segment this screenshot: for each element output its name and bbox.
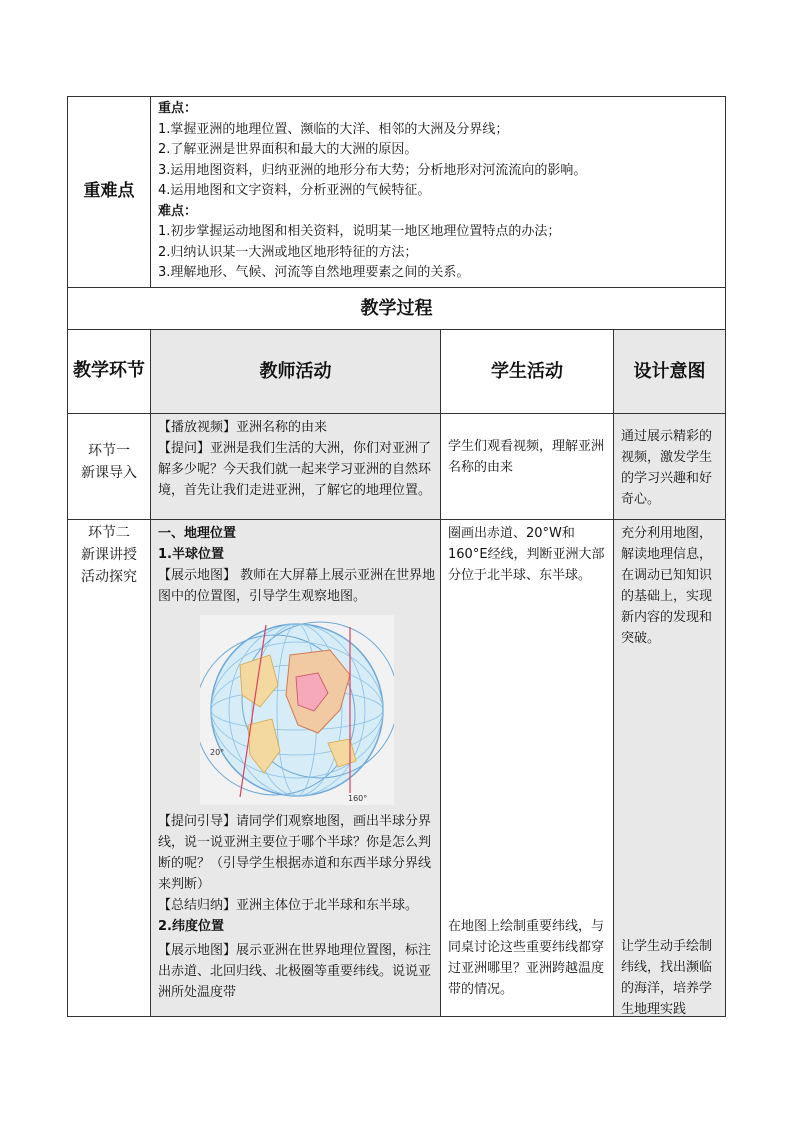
row1-intent: 通过展示精彩的视频，激发学生的学习兴趣和好奇心。 [614, 413, 726, 519]
row1-phase [68, 413, 151, 519]
row2-teacher [151, 519, 441, 1016]
student-activity: 在地图上绘制重要纬线，与同桌讨论这些重要纬线都穿过亚洲哪里？亚洲跨越温度带的情况。 [448, 918, 605, 997]
zhongdian-item: 2.了解亚洲是世界面积和最大的大洲的原因。 [158, 142, 418, 157]
nandian-item: 3.理解地形、气候、河流等自然地理要素之间的关系。 [158, 265, 470, 280]
teacher-paragraph: 【展示地图】 教师在大屏幕上展示亚洲在世界地图中的位置图，引导学生观察地图。 [158, 567, 436, 604]
process-title: 教学过程 [68, 287, 726, 329]
row2-student [441, 519, 614, 1016]
row1-phase-line: 新课导入 [81, 464, 137, 481]
key-points-label: 重难点 [68, 97, 151, 288]
row2-phase [68, 519, 151, 1016]
row2-phase-line: 新课讲授 [81, 546, 137, 563]
section-heading: 一、地理位置 [158, 525, 237, 541]
row2-phase-line: 活动探究 [81, 568, 137, 585]
row1-student: 学生们观看视频，理解亚洲名称的由来 [441, 413, 614, 519]
subsection-heading: 2.纬度位置 [158, 918, 224, 934]
header-student: 学生活动 [441, 329, 614, 413]
map-label-20: 20° [210, 747, 225, 757]
design-intent: 充分利用地图，解读地理信息，在调动已知知识的基础上，实现新内容的发现和突破。 [621, 525, 713, 646]
header-teacher: 教师活动 [151, 329, 441, 413]
zhongdian-title: 重点： [158, 101, 198, 116]
header-phase: 教学环节 [68, 329, 151, 413]
teacher-paragraph: 【展示地图】展示亚洲在世界地理位置图，标注出赤道、北回归线、北极圈等重要纬线。说说亚洲所处温度带 [158, 942, 432, 1000]
row1-teacher-line: 【播放视频】亚洲名称的由来 [158, 419, 328, 435]
subsection-heading: 1.半球位置 [158, 546, 224, 562]
zhongdian-item: 1.掌握亚洲的地理位置、濒临的大洋、相邻的大洲及分界线； [158, 121, 509, 137]
teacher-paragraph: 【总结归纳】亚洲主体位于北半球和东半球。 [158, 897, 419, 913]
zhongdian-item: 4.运用地图和文字资料，分析亚洲的气候特征。 [158, 183, 431, 198]
row1-phase-line: 环节一 [88, 442, 130, 459]
teacher-paragraph: 【提问引导】请同学们观察地图，画出半球分界线，说一说亚洲主要位于哪个半球？你是怎么判断的呢？（引导学生根据赤道和东西半球分界线来判断） [158, 813, 432, 892]
nandian-item: 1.初步掌握运动地图和相关资料，说明某一地区地理位置特点的办法； [158, 224, 561, 239]
key-points-content [151, 97, 726, 288]
globe-illustration [200, 615, 394, 805]
zhongdian-item: 3.运用地图资料，归纳亚洲的地形分布大势；分析地形对河流流向的影响。 [158, 162, 587, 178]
header-intent: 设计意图 [614, 329, 726, 413]
nandian-title: 难点： [158, 203, 198, 219]
row1-teacher [151, 413, 441, 519]
lesson-plan-table [67, 96, 726, 1017]
map-label-160: 160° [348, 793, 368, 803]
row1-teacher-line: 【提问】亚洲是我们生活的大洲，你们对亚洲了解多少呢？今天我们就一起来学习亚洲的自然环境，首先让我们走进亚洲，了解它的地理位置。 [158, 440, 432, 498]
nandian-item: 2.归纳认识某一大洲或地区地形特征的方法； [158, 244, 418, 260]
hemisphere-map [200, 615, 394, 805]
row2-intent [614, 519, 726, 1016]
student-activity: 圈画出赤道、20°W和160°E经线，判断亚洲大部分位于北半球、东半球。 [448, 525, 605, 583]
design-intent: 让学生动手绘制纬线，找出濒临的海洋，培养学生地理实践 [621, 938, 713, 1017]
row2-phase-line: 环节二 [88, 524, 130, 541]
